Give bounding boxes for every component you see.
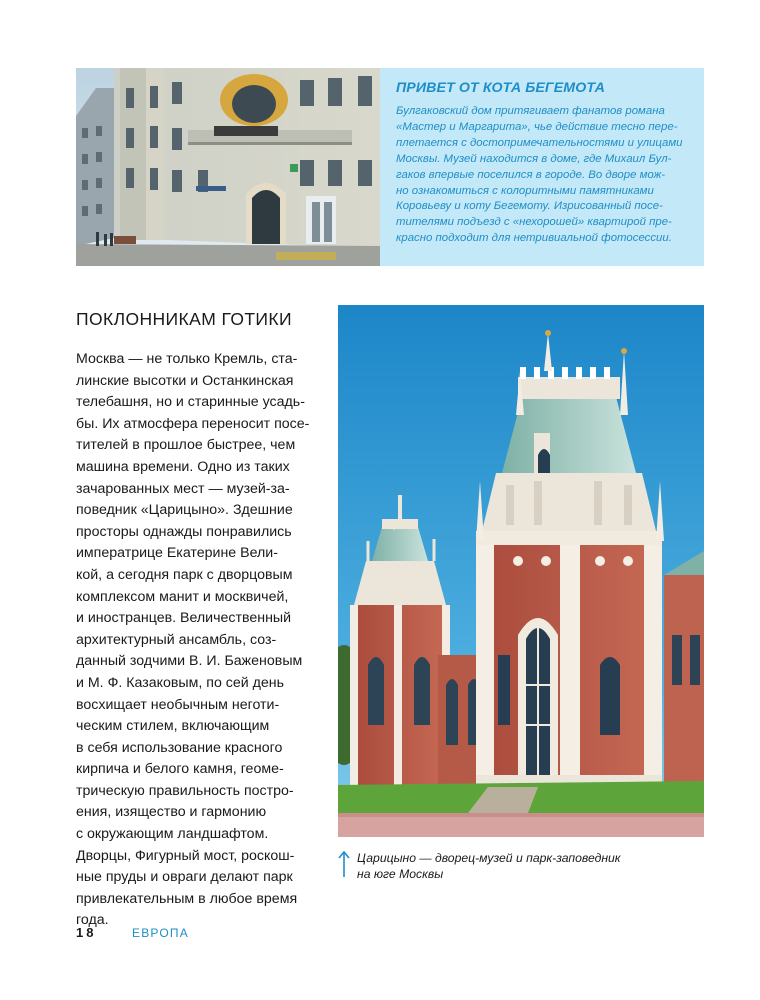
- caption-text: Царицыно — дворец-музей и парк-заповедник на юге Москвы: [357, 851, 621, 882]
- section-heading: ПОКЛОННИКАМ ГОТИКИ: [76, 309, 292, 329]
- running-head: ЕВРОПА: [132, 926, 189, 940]
- tsaritsyno-illustration: [338, 305, 704, 837]
- bulgakov-house-illustration: [76, 68, 380, 266]
- tsaritsyno-photo: [338, 305, 704, 837]
- page-number: 18: [76, 925, 97, 940]
- sidebar-box: [380, 68, 704, 266]
- arrow-up-icon: [338, 850, 350, 878]
- bulgakov-house-photo: [76, 68, 380, 266]
- photo-caption: [338, 848, 704, 888]
- sidebar-title: ПРИВЕТ ОТ КОТА БЕГЕМОТА: [396, 80, 605, 96]
- article-body: Москва — не только Кремль, ста- линские высотки и Останкинская телебашня, но и старинные усадь- бы. Их атмосфера переносит посе- тителей в прошлое быстрее, чем машина времени. Одно из таких зачарованных мест — музей-за- поведник «Царицыно». Здешние просторы однажды понравились императрице Екатерине Вели- кой, а сегодня парк с дворцовым комплексом манит и москвичей, и иностранцев. Величественный архитектурный ансамбль, соз- данный зодчими В. И. Баженовым и М. Ф. Казаковым, по сей день восхищает необычным неготи- ческим стилем, включающим в себя использование красного кирпича и белого камня, геоме- трическую правильность постро- ения, изящество и гармонию с окружающим ландшафтом. Дворцы, Фигурный мост, роскош- ные пруды и овраги делают парк привлекательным в любое время года.: [76, 351, 310, 929]
- sidebar-body: Булгаковский дом притягивает фанатов романа «Мастер и Маргарита», чье действие тесно пере- плетается с достопримечательностями и улицами Москвы. Музей находится в доме, где Михаил Бул- гаков впервые поселился в городе. Во дворе мож- но ознакомиться с колоритными памятниками Коровьеву и коту Бегемоту. Изрисованный посе- тителями подъезд с «нехорошей» квартирой пре- красно подходит для нетривиальной фотосессии.: [396, 105, 683, 245]
